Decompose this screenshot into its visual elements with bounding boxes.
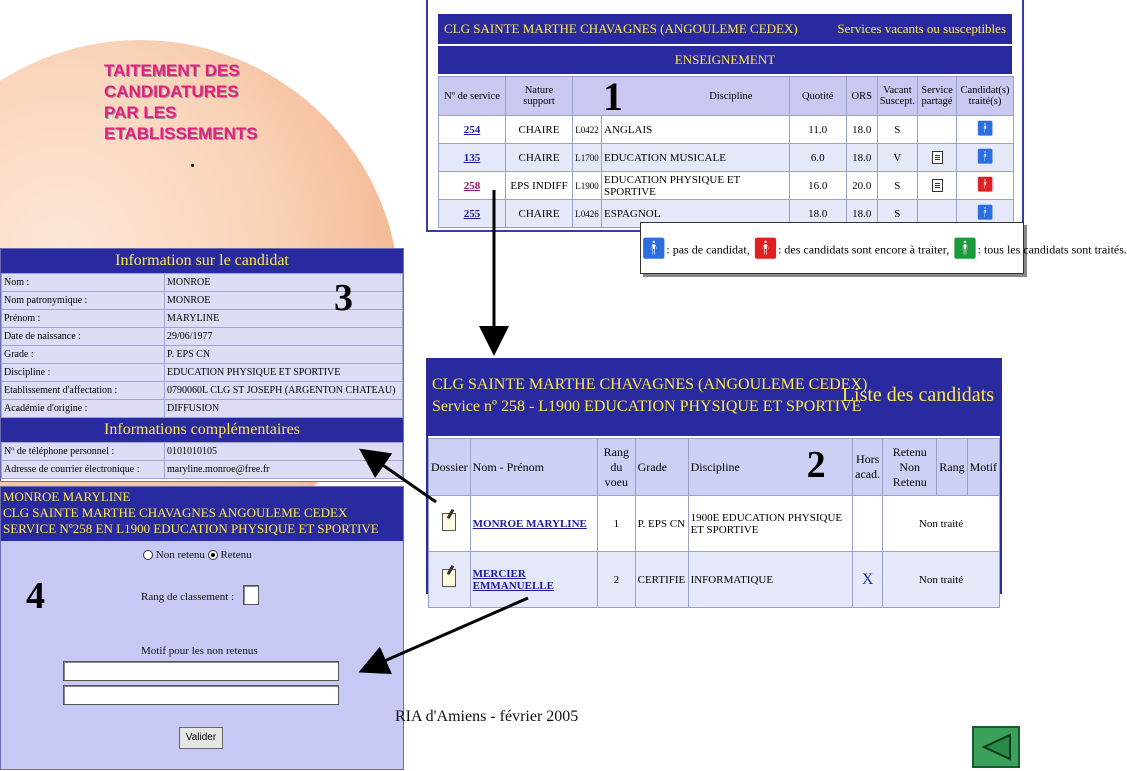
radio-retenu-label: Retenu (220, 549, 252, 561)
col-nature: Nature support (506, 77, 573, 116)
step-number-2: 2 (806, 444, 826, 486)
person-blue-icon: 🚹︎ (641, 238, 667, 261)
footer-text: RIA d'Amiens - février 2005 (395, 708, 579, 725)
field-label: Etablissement d'affectation : (2, 382, 165, 400)
rang-voeu-cell: 2 (598, 552, 636, 608)
col-partage: Service partagé (918, 77, 957, 116)
quotite-cell: 11.0 (789, 116, 846, 144)
candidate-link[interactable]: MONROE MARYLINE (472, 517, 587, 530)
field-value: maryline.monroe@free.fr (165, 461, 403, 479)
decision-candidate: MONROE MARYLINE (3, 489, 131, 504)
section-label: ENSEIGNEMENT (438, 46, 1012, 74)
person-red-icon: 🚹︎ (752, 238, 779, 261)
service-link[interactable]: 255 (463, 207, 481, 220)
candidates-list-title: Liste des candidats (841, 384, 994, 406)
code-cell: L0422 (573, 116, 602, 144)
ors-cell: 18.0 (846, 200, 877, 228)
legend-green-text: : tous les candidats sont traités. (977, 242, 1127, 257)
radio-non-retenu-label: Non retenu (155, 549, 205, 561)
discipline-cell: EDUCATION MUSICALE (602, 144, 790, 172)
rang-voeu-cell: 1 (598, 496, 636, 552)
vacant-cell: S (877, 116, 917, 144)
col-discipline: Discipline (690, 459, 740, 474)
grade-cell: CERTIFIE (635, 552, 688, 608)
retenu-cell: Non traité (883, 496, 1000, 552)
code-cell: L1900 (573, 172, 602, 200)
candidates-school: CLG SAINTE MARTHE CHAVAGNES (ANGOULEME CEDEX) (432, 376, 868, 393)
discipline-cell: 1900E EDUCATION PHYSIQUE ET SPORTIVE (688, 496, 853, 552)
ors-cell: 20.0 (846, 172, 877, 200)
field-label: Nº de téléphone personnel : (2, 443, 165, 461)
back-button[interactable] (972, 726, 1020, 768)
col-candidats: Candidat(s) traité(s) (957, 77, 1014, 116)
field-label: Discipline : (2, 364, 165, 382)
person-blue-icon[interactable]: 🚹︎ (976, 121, 994, 137)
nature-cell: CHAIRE (506, 116, 573, 144)
col-hors: Hors acad. (853, 439, 883, 496)
person-green-icon: 🚹︎ (952, 238, 978, 261)
col-rang: Rang (937, 439, 967, 496)
quotite-cell: 18.0 (789, 200, 846, 228)
services-title: Services vacants ou susceptibles (837, 21, 1006, 36)
col-discipline: Discipline (709, 90, 753, 102)
discipline-cell: ANGLAIS (602, 116, 790, 144)
col-nom: Nom - Prénom (470, 439, 597, 496)
code-cell: L0426 (573, 200, 602, 228)
field-label: Date de naissance : (2, 328, 165, 346)
arrow-2-to-3 (364, 452, 436, 502)
field-value: 0101010105 (165, 443, 403, 461)
triangle-left-icon (974, 728, 1018, 766)
field-value: 29/06/1977 (165, 328, 403, 346)
col-quotite: Quotité (789, 77, 846, 116)
field-value: 0790060L CLG ST JOSEPH (ARGENTON CHATEAU) (165, 382, 403, 400)
person-blue-icon[interactable]: 🚹︎ (976, 149, 994, 165)
field-value: MARYLINE (165, 310, 403, 328)
person-blue-icon[interactable]: 🚹︎ (976, 205, 994, 221)
nature-cell: CHAIRE (506, 200, 573, 228)
legend-red-text: : des candidats sont encore à traiter, (778, 242, 950, 257)
slide-title: TAITEMENT DES CANDIDATURES PAR LES ETABLISSEMENTS (104, 61, 258, 143)
grade-cell: P. EPS CN (635, 496, 688, 552)
nature-cell: EPS INDIFF (506, 172, 573, 200)
field-label: Nom patronymique : (2, 292, 165, 310)
discipline-cell: INFORMATIQUE (688, 552, 853, 608)
discipline-cell: EDUCATION PHYSIQUE ET SPORTIVE (602, 172, 790, 200)
field-value: DIFFUSION (165, 400, 403, 418)
rang-label: Rang de classement : (141, 591, 235, 603)
service-link[interactable]: 258 (463, 179, 481, 192)
code-cell: L1700 (573, 144, 602, 172)
col-ors: ORS (846, 77, 877, 116)
motif-label: Motif pour les non retenus (141, 645, 258, 657)
candidate-link[interactable]: MERCIER EMMANUELLE (472, 567, 554, 592)
col-rang-voeu: Rang du voeu (598, 439, 636, 496)
school-name: CLG SAINTE MARTHE CHAVAGNES (ANGOULEME CEDEX) (444, 21, 798, 36)
col-motif: Motif (967, 439, 999, 496)
field-label: Nom : (2, 274, 165, 292)
col-grade: Grade (635, 439, 688, 496)
col-vacant: Vacant Suscept. (877, 77, 917, 116)
discipline-cell: ESPAGNOL (602, 200, 790, 228)
vacant-cell: V (877, 144, 917, 172)
decision-school: CLG SAINTE MARTHE CHAVAGNES ANGOULEME CEDEX (3, 505, 348, 520)
vacant-cell: S (877, 172, 917, 200)
field-label: Prénom : (2, 310, 165, 328)
ors-cell: 18.0 (846, 144, 877, 172)
quotite-cell: 6.0 (789, 144, 846, 172)
field-value: P. EPS CN (165, 346, 403, 364)
field-label: Adresse de courrier électronique : (2, 461, 165, 479)
nature-cell: CHAIRE (506, 144, 573, 172)
extra-info-header: Informations complémentaires (1, 418, 403, 442)
field-label: Académie d'origine : (2, 400, 165, 418)
col-service: Nº de service (439, 77, 506, 116)
ors-cell: 18.0 (846, 116, 877, 144)
field-value: MONROE (165, 274, 403, 292)
candidates-service: Service nº 258 - L1900 EDUCATION PHYSIQUE ET SPORTIVE (432, 398, 862, 415)
col-retenu: Retenu Non Retenu (883, 439, 937, 496)
candidate-info-header: Information sur le candidat (1, 249, 403, 273)
legend-blue-text: : pas de candidat, (666, 242, 750, 257)
hors-cell: X (853, 552, 883, 608)
field-label: Grade : (2, 346, 165, 364)
arrow-2-to-4 (364, 598, 528, 670)
step-number-1: 1 (603, 74, 623, 119)
decision-service: SERVICE Nº258 EN L1900 EDUCATION PHYSIQUE ET SPORTIVE (3, 521, 379, 536)
step-number-4: 4 (26, 575, 45, 617)
submit-button[interactable]: Valider (179, 727, 223, 749)
col-dossier: Dossier (429, 439, 471, 496)
retenu-cell: Non traité (883, 552, 1000, 608)
service-link[interactable]: 135 (463, 151, 481, 164)
step-number-3: 3 (334, 277, 353, 319)
field-value: MONROE (165, 292, 403, 310)
title-dot: . (190, 150, 195, 172)
service-link[interactable]: 254 (463, 123, 481, 136)
person-red-icon[interactable]: 🚹︎ (976, 177, 994, 193)
field-value: EDUCATION PHYSIQUE ET SPORTIVE (165, 364, 403, 382)
quotite-cell: 16.0 (789, 172, 846, 200)
vacant-cell: S (877, 200, 917, 228)
